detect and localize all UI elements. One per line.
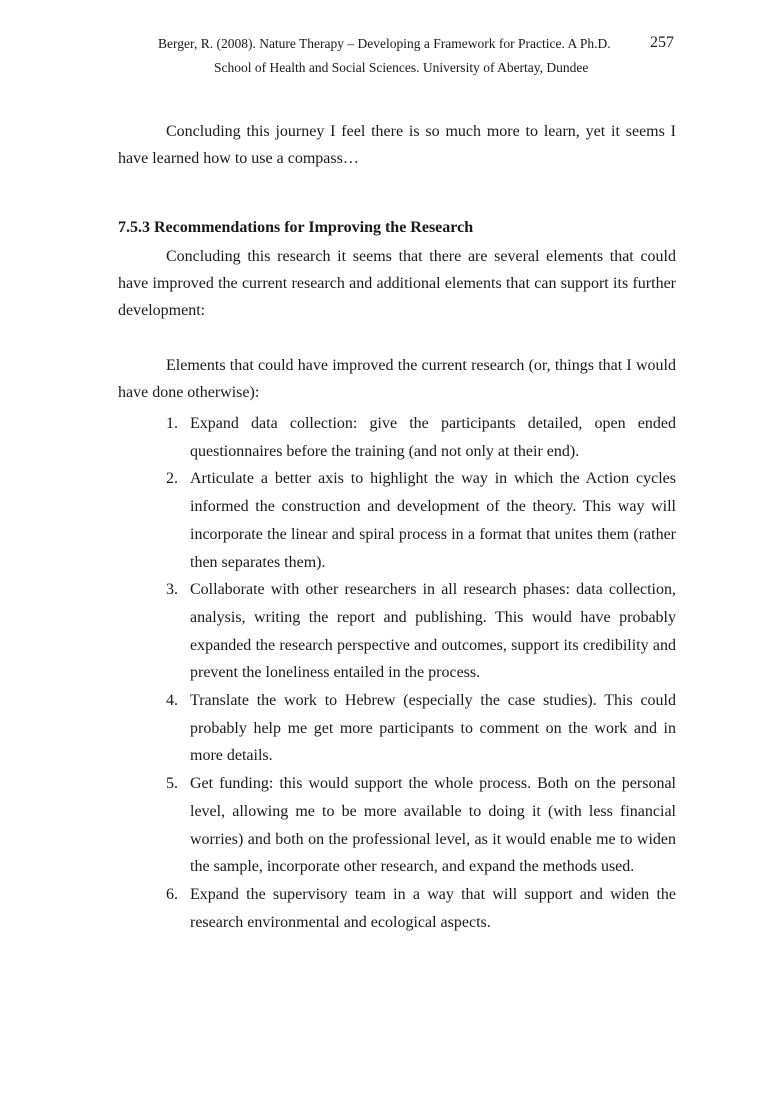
list-item xyxy=(166,576,676,687)
list-item-number: 2. xyxy=(166,470,178,488)
list-item xyxy=(166,410,676,465)
running-header-line-1: Berger, R. (2008). Nature Therapy – Developing a Framework for Practice. A Ph.D. xyxy=(158,36,611,51)
list-intro-paragraph: Elements that could have improved the current research (or, things that I would have done otherwise): xyxy=(118,357,676,401)
list-item-text: Translate the work to Hebrew (especially the case studies). This could probably help me get more participants to comment on the work and in more details. xyxy=(190,692,676,765)
recommendations-list xyxy=(166,410,676,936)
intro-paragraph: Concluding this research it seems that there are several elements that could have improved the current research and additional elements that can support its further development: xyxy=(118,248,676,319)
concluding-paragraph: Concluding this journey I feel there is so much more to learn, yet it seems I have learned how to use a compass… xyxy=(118,123,676,167)
section-heading: 7.5.3 Recommendations for Improving the Research xyxy=(118,219,474,236)
list-item xyxy=(166,465,676,576)
list-item xyxy=(166,881,676,936)
list-item-number: 6. xyxy=(166,885,178,903)
list-item-number: 4. xyxy=(166,692,178,710)
page-number: 257 xyxy=(650,34,674,51)
list-item-number: 1. xyxy=(166,415,178,432)
list-item-text: Expand data collection: give the participants detailed, open ended questionnaires before the training (and not only at their end). xyxy=(190,415,676,460)
running-header-line-2: School of Health and Social Sciences. University of Abertay, Dundee xyxy=(214,60,589,75)
list-item-text: Expand the supervisory team in a way that will support and widen the research environmental and ecological aspects. xyxy=(190,885,676,931)
list-item-text: Get funding: this would support the whole process. Both on the personal level, allowing me to be more available to doing it (with less financial worries) and both on the professional level, as it would enable me to widen the sample, incorporate other research, and expand the methods used. xyxy=(190,775,676,876)
list-item-text: Collaborate with other researchers in all research phases: data collection, analysis, writing the report and publishing. This would have probably expanded the research perspective and outcomes, support its credibility and prevent the loneliness entailed in the process. xyxy=(190,581,676,682)
list-item-number: 3. xyxy=(166,581,178,599)
list-item xyxy=(166,770,676,881)
list-item xyxy=(166,687,676,770)
list-item-number: 5. xyxy=(166,775,178,793)
list-item-text: Articulate a better axis to highlight the way in which the Action cycles informed the construction and development of the theory. This way will incorporate the linear and spiral process in a format that unites them (rather then separates them). xyxy=(190,470,676,571)
